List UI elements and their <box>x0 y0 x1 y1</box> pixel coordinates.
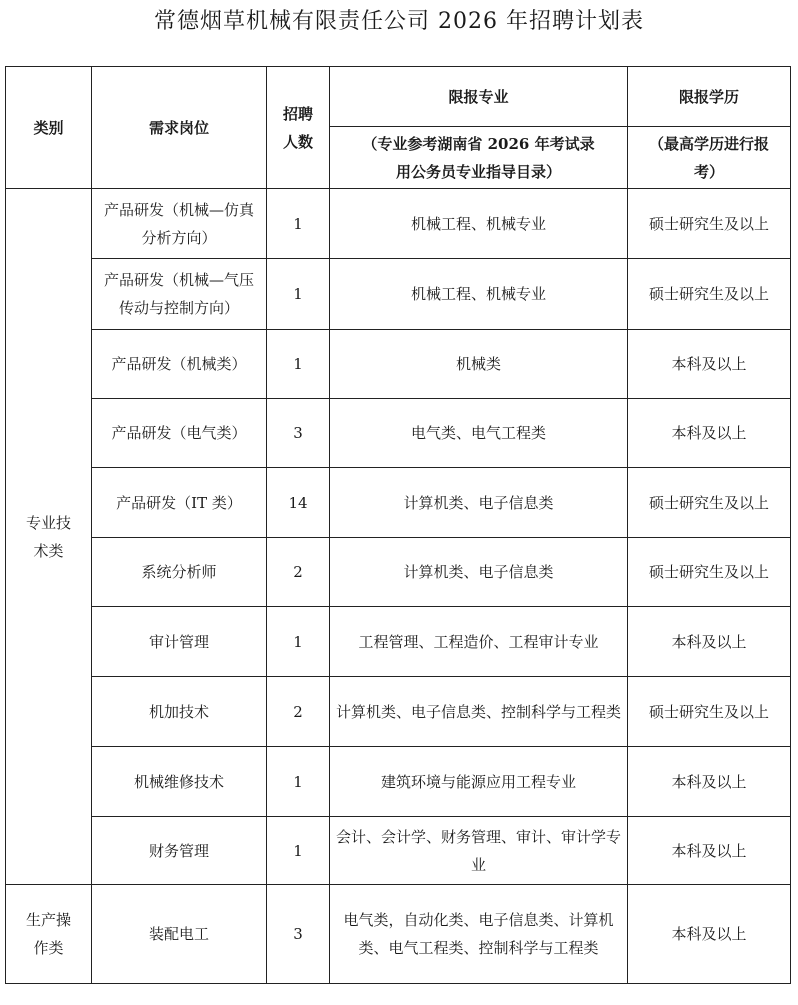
headcount-cell: 1 <box>267 330 330 399</box>
education-cell: 本科及以上 <box>628 330 791 399</box>
major-cell: 建筑环境与能源应用工程专业 <box>330 747 628 817</box>
header-education: 限报学历 <box>628 67 791 127</box>
major-cell: 机械类 <box>330 330 628 399</box>
major-cell: 机械工程、机械专业 <box>330 259 628 330</box>
major-cell: 计算机类、电子信息类 <box>330 538 628 607</box>
category-cell: 生产操作类 <box>6 885 92 984</box>
education-cell: 本科及以上 <box>628 607 791 677</box>
category-cell: 专业技术类 <box>6 189 92 885</box>
table-row <box>6 399 791 468</box>
education-cell: 本科及以上 <box>628 885 791 984</box>
education-cell: 本科及以上 <box>628 747 791 817</box>
position-cell: 机加技术 <box>92 677 267 747</box>
table-row <box>6 607 791 677</box>
headcount-cell: 1 <box>267 747 330 817</box>
header-education-note: （最高学历进行报考） <box>628 127 791 189</box>
position-cell: 产品研发（电气类） <box>92 399 267 468</box>
position-cell: 审计管理 <box>92 607 267 677</box>
education-cell: 硕士研究生及以上 <box>628 677 791 747</box>
headcount-cell: 14 <box>267 468 330 538</box>
position-cell: 产品研发（机械—仿真分析方向） <box>92 189 267 259</box>
header-headcount: 招聘人数 <box>267 67 330 189</box>
table-row <box>6 538 791 607</box>
position-cell: 装配电工 <box>92 885 267 984</box>
education-cell: 本科及以上 <box>628 399 791 468</box>
position-cell: 产品研发（机械类） <box>92 330 267 399</box>
headcount-cell: 1 <box>267 607 330 677</box>
table-row <box>6 259 791 330</box>
header-position: 需求岗位 <box>92 67 267 189</box>
headcount-cell: 3 <box>267 885 330 984</box>
headcount-cell: 2 <box>267 677 330 747</box>
position-cell: 产品研发（IT 类） <box>92 468 267 538</box>
education-cell: 本科及以上 <box>628 817 791 885</box>
education-cell: 硕士研究生及以上 <box>628 189 791 259</box>
education-cell: 硕士研究生及以上 <box>628 259 791 330</box>
major-cell: 计算机类、电子信息类 <box>330 468 628 538</box>
header-category: 类别 <box>6 67 92 189</box>
headcount-cell: 1 <box>267 817 330 885</box>
major-cell: 会计、会计学、财务管理、审计、审计学专业 <box>330 817 628 885</box>
table-row <box>6 817 791 885</box>
headcount-cell: 3 <box>267 399 330 468</box>
major-cell: 电气类、电气工程类 <box>330 399 628 468</box>
major-cell: 计算机类、电子信息类、控制科学与工程类 <box>330 677 628 747</box>
major-cell: 工程管理、工程造价、工程审计专业 <box>330 607 628 677</box>
table-row <box>6 468 791 538</box>
headcount-cell: 1 <box>267 259 330 330</box>
education-cell: 硕士研究生及以上 <box>628 538 791 607</box>
headcount-cell: 2 <box>267 538 330 607</box>
header-major-note: （专业参考湖南省 2026 年考试录用公务员专业指导目录） <box>330 127 628 189</box>
table-row <box>6 330 791 399</box>
table-row <box>6 189 791 259</box>
page-title: 常德烟草机械有限责任公司 2026 年招聘计划表 <box>154 9 644 34</box>
headcount-cell: 1 <box>267 189 330 259</box>
table-row <box>6 885 791 984</box>
position-cell: 机械维修技术 <box>92 747 267 817</box>
header-major: 限报专业 <box>330 67 628 127</box>
major-cell: 电气类，自动化类、电子信息类、计算机类、电气工程类、控制科学与工程类 <box>330 885 628 984</box>
major-cell: 机械工程、机械专业 <box>330 189 628 259</box>
table-row <box>6 677 791 747</box>
position-cell: 系统分析师 <box>92 538 267 607</box>
table-row <box>6 747 791 817</box>
position-cell: 产品研发（机械—气压传动与控制方向） <box>92 259 267 330</box>
recruitment-plan-table <box>5 66 791 984</box>
education-cell: 硕士研究生及以上 <box>628 468 791 538</box>
position-cell: 财务管理 <box>92 817 267 885</box>
